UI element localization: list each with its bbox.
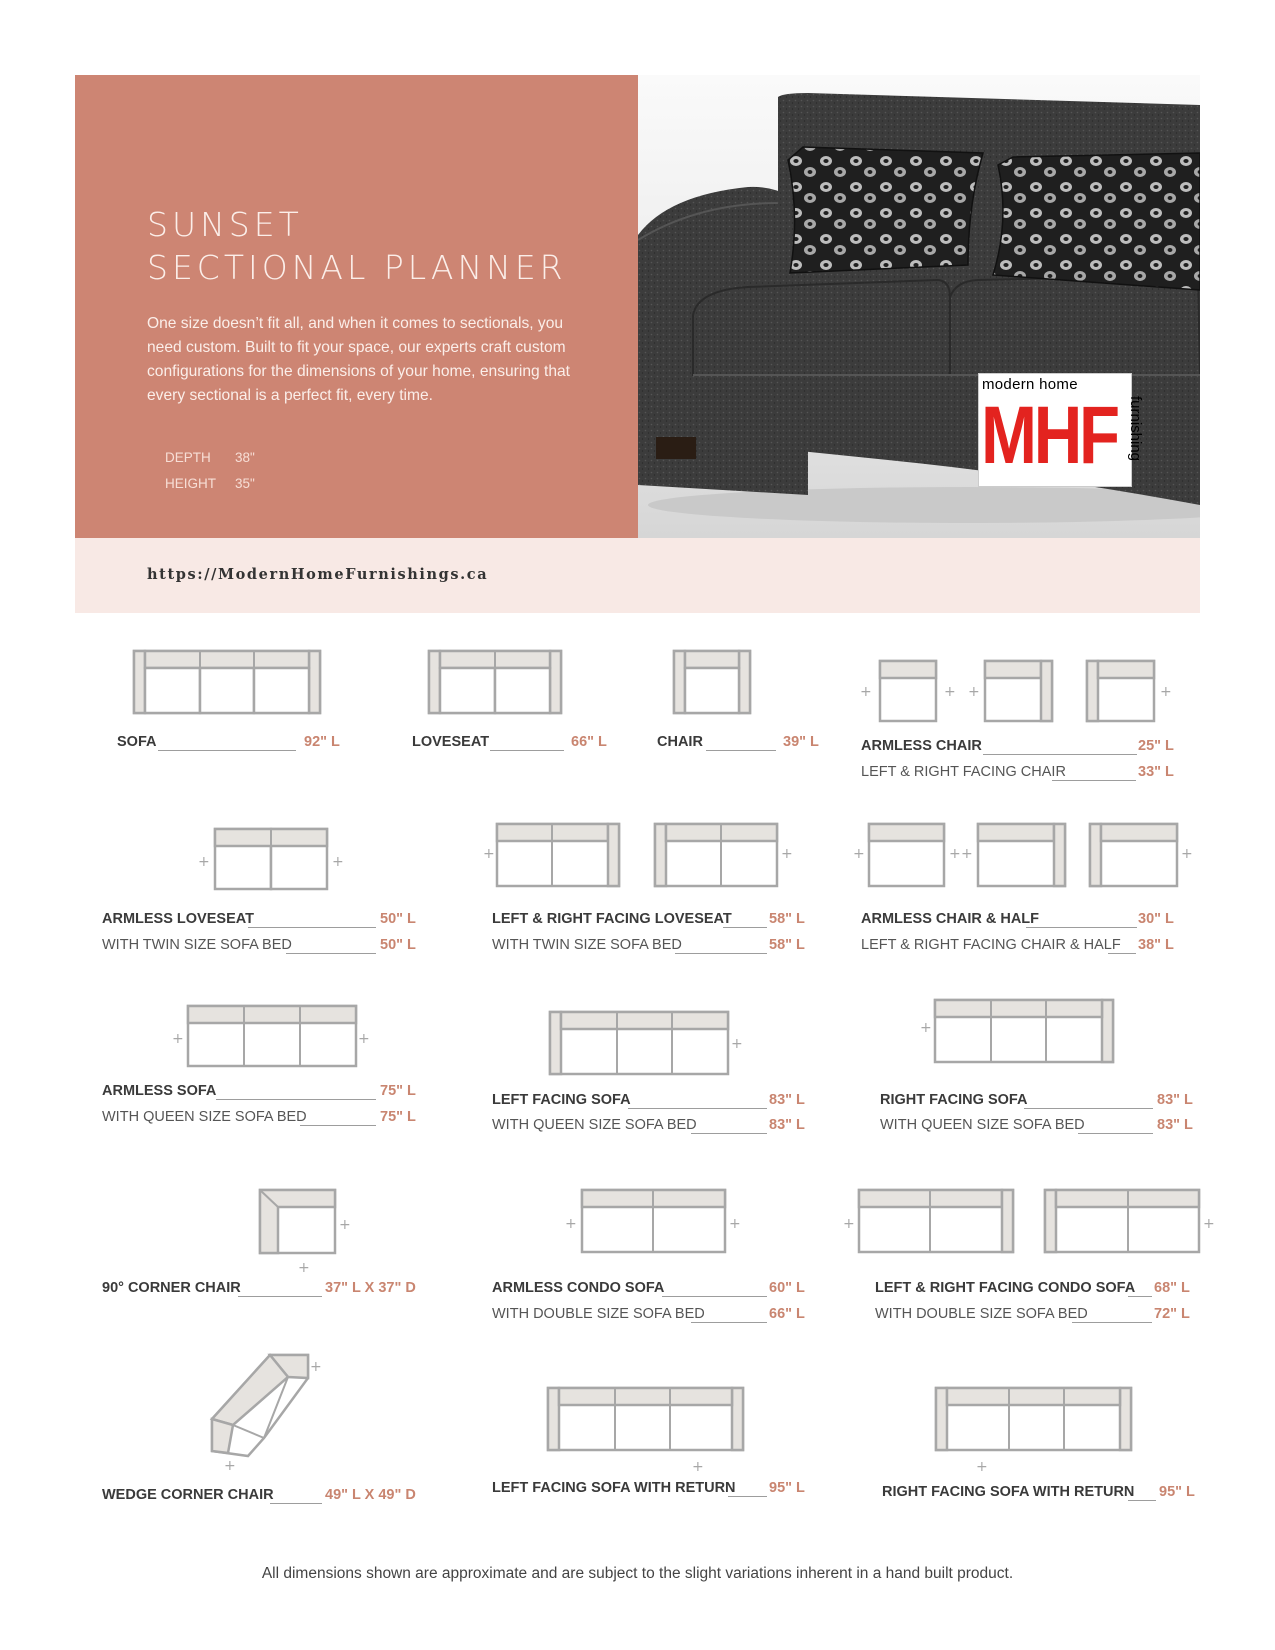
left-sofa-bed-label: WITH QUEEN SIZE SOFA BED — [492, 1117, 697, 1133]
svg-text:+: + — [172, 1031, 184, 1047]
logo-mhf-letters: MHF — [981, 390, 1117, 481]
svg-text:+: + — [920, 1020, 932, 1036]
svg-text:+: + — [692, 1459, 704, 1475]
leader-line — [238, 1296, 322, 1297]
armless-sofa-diagram — [172, 1002, 372, 1070]
svg-text:+: + — [1160, 684, 1172, 700]
double-bed-label: WITH DOUBLE SIZE SOFA BED — [492, 1306, 705, 1322]
leader-line — [675, 953, 767, 954]
left-facing-sofa-diagram — [548, 1010, 748, 1078]
loveseat-dimension: 66" L — [571, 734, 607, 750]
lr-condo-diagram — [843, 1188, 1223, 1256]
svg-text:+: + — [332, 854, 344, 870]
loveseat-label: LOVESEAT — [412, 734, 490, 750]
svg-text:+: + — [298, 1260, 310, 1276]
svg-text:+: + — [860, 684, 872, 700]
svg-text:+: + — [961, 846, 973, 862]
title-line-1: SUNSET — [147, 205, 303, 244]
logo-top-text: modern home — [982, 376, 1078, 393]
url-band — [75, 538, 1200, 613]
leader-line — [1024, 1108, 1153, 1109]
left-return-dimension: 95" L — [769, 1480, 805, 1496]
armless-condo-dimension: 60" L — [769, 1280, 805, 1296]
sofa-label: SOFA — [117, 734, 157, 750]
svg-text:+: + — [843, 1216, 855, 1232]
leader-line — [1128, 1296, 1152, 1297]
armless-loveseat-dimension: 50" L — [380, 911, 416, 927]
svg-text:+: + — [310, 1359, 322, 1375]
logo-side-text: furnishing — [1126, 395, 1144, 462]
spec-depth-label: DEPTH — [165, 450, 211, 465]
leader-line — [216, 1099, 376, 1100]
spec-height-value: 35" — [235, 476, 255, 491]
page-title — [147, 203, 567, 289]
svg-text:+: + — [483, 846, 495, 862]
sofa-dimension: 92" L — [304, 734, 340, 750]
right-sofa-bed-label: WITH QUEEN SIZE SOFA BED — [880, 1117, 1085, 1133]
queen-bed-dimension: 75" L — [380, 1109, 416, 1125]
leader-line — [286, 953, 376, 954]
lr-chair-label: LEFT & RIGHT FACING CHAIR — [861, 764, 1066, 780]
leader-line — [1026, 927, 1137, 928]
hero-description: One size doesn’t fit all, and when it comes to sectionals, you need custom. Built to fit your space, our experts craft custom configurations for the dimensions of your home, ensuring that every sectional is a perfect fit, every time. — [147, 315, 571, 404]
wedge-chair-dimension: 49" L X 49" D — [325, 1487, 416, 1503]
lr-condo-bed-dimension: 72" L — [1154, 1306, 1190, 1322]
left-return-label: LEFT FACING SOFA WITH RETURN — [492, 1480, 736, 1496]
sofa-photo — [638, 75, 1200, 538]
lr-loveseat-bed-dimension: 58" L — [769, 937, 805, 953]
armless-chair-label: ARMLESS CHAIR — [861, 738, 982, 754]
lr-condo-bed-label: WITH DOUBLE SIZE SOFA BED — [875, 1306, 1088, 1322]
svg-text:+: + — [944, 684, 956, 700]
lr-condo-dimension: 68" L — [1154, 1280, 1190, 1296]
chair-half-label: ARMLESS CHAIR & HALF — [861, 911, 1040, 927]
right-sofa-label: RIGHT FACING SOFA — [880, 1092, 1028, 1108]
leader-line — [158, 750, 296, 751]
right-return-dimension: 95" L — [1159, 1484, 1195, 1500]
twin-bed-dimension: 50" L — [380, 937, 416, 953]
chair-dimension: 39" L — [783, 734, 819, 750]
website-link[interactable]: https://ModernHomeFurnishings.ca — [147, 566, 489, 583]
svg-text:+: + — [1203, 1216, 1215, 1232]
armless-loveseat-diagram — [198, 825, 348, 893]
right-return-diagram — [934, 1386, 1134, 1474]
leader-line — [983, 754, 1137, 755]
left-sofa-label: LEFT FACING SOFA — [492, 1092, 631, 1108]
armless-condo-label: ARMLESS CONDO SOFA — [492, 1280, 665, 1296]
svg-text:+: + — [729, 1216, 741, 1232]
spec-height — [165, 476, 255, 491]
lr-loveseat-bed-label: WITH TWIN SIZE SOFA BED — [492, 937, 682, 953]
sofa-diagram — [133, 650, 321, 714]
leader-line — [1052, 780, 1136, 781]
leader-line — [662, 1296, 767, 1297]
chair-and-half-diagram — [853, 820, 1193, 890]
armless-chair-dimension: 25" L — [1138, 738, 1174, 754]
leader-line — [1128, 1500, 1156, 1501]
chair-half-dimension: 30" L — [1138, 911, 1174, 927]
lr-condo-label: LEFT & RIGHT FACING CONDO SOFA — [875, 1280, 1136, 1296]
leader-line — [490, 750, 564, 751]
svg-text:+: + — [976, 1459, 988, 1475]
spec-depth — [165, 450, 255, 465]
loveseat-diagram — [428, 650, 562, 714]
title-line-2: SECTIONAL PLANNER — [147, 248, 567, 287]
spec-height-label: HEIGHT — [165, 476, 217, 491]
left-return-diagram — [546, 1386, 746, 1474]
svg-text:+: + — [339, 1217, 351, 1233]
twin-bed-label: WITH TWIN SIZE SOFA BED — [102, 937, 292, 953]
mhf-logo — [978, 373, 1144, 487]
armless-loveseat-label: ARMLESS LOVESEAT — [102, 911, 254, 927]
svg-text:+: + — [565, 1216, 577, 1232]
left-sofa-bed-dimension: 83" L — [769, 1117, 805, 1133]
corner-chair-diagram — [258, 1188, 354, 1276]
chair-diagram — [673, 650, 751, 714]
lr-chair-half-label: LEFT & RIGHT FACING CHAIR & HALF — [861, 937, 1121, 953]
leader-line — [1078, 1133, 1153, 1134]
queen-bed-label: WITH QUEEN SIZE SOFA BED — [102, 1109, 307, 1125]
leader-line — [270, 1503, 322, 1504]
left-sofa-dimension: 83" L — [769, 1092, 805, 1108]
lr-chair-half-dimension: 38" L — [1138, 937, 1174, 953]
svg-text:+: + — [781, 846, 793, 862]
double-bed-dimension: 66" L — [769, 1306, 805, 1322]
chair-label: CHAIR — [657, 734, 703, 750]
hero-text-panel — [75, 75, 638, 538]
lr-chair-dimension: 33" L — [1138, 764, 1174, 780]
armless-chair-diagram — [860, 655, 1172, 727]
corner-chair-label: 90° CORNER CHAIR — [102, 1280, 241, 1296]
svg-text:+: + — [853, 846, 865, 862]
svg-text:+: + — [198, 854, 210, 870]
svg-text:+: + — [224, 1458, 236, 1474]
wedge-chair-diagram — [208, 1353, 328, 1474]
lr-loveseat-dimension: 58" L — [769, 911, 805, 927]
leader-line — [300, 1125, 376, 1126]
leader-line — [706, 750, 776, 751]
right-sofa-bed-dimension: 83" L — [1157, 1117, 1193, 1133]
armless-condo-diagram — [565, 1188, 745, 1256]
right-facing-sofa-diagram — [920, 998, 1116, 1066]
armless-sofa-label: ARMLESS SOFA — [102, 1083, 217, 1099]
corner-chair-dimension: 37" L X 37" D — [325, 1280, 416, 1296]
leader-line — [728, 1496, 767, 1497]
svg-text:+: + — [1181, 846, 1193, 862]
svg-text:+: + — [731, 1036, 743, 1052]
right-sofa-dimension: 83" L — [1157, 1092, 1193, 1108]
lr-loveseat-label: LEFT & RIGHT FACING LOVESEAT — [492, 911, 732, 927]
svg-text:+: + — [949, 846, 961, 862]
leader-line — [628, 1108, 767, 1109]
leader-line — [1072, 1322, 1152, 1323]
right-return-label: RIGHT FACING SOFA WITH RETURN — [882, 1484, 1135, 1500]
spec-depth-value: 38" — [235, 450, 255, 465]
svg-text:+: + — [968, 684, 980, 700]
wedge-chair-label: WEDGE CORNER CHAIR — [102, 1487, 274, 1503]
hero-banner — [75, 75, 1200, 538]
leader-line — [723, 927, 767, 928]
armless-sofa-dimension: 75" L — [380, 1083, 416, 1099]
lr-loveseat-diagram — [483, 820, 793, 890]
leader-line — [1108, 953, 1136, 954]
svg-text:+: + — [358, 1031, 370, 1047]
leader-line — [691, 1133, 767, 1134]
disclaimer-footnote: All dimensions shown are approximate and are subject to the slight variations inherent in a hand built product. — [261, 1565, 1014, 1582]
leader-line — [248, 927, 376, 928]
leader-line — [691, 1322, 767, 1323]
